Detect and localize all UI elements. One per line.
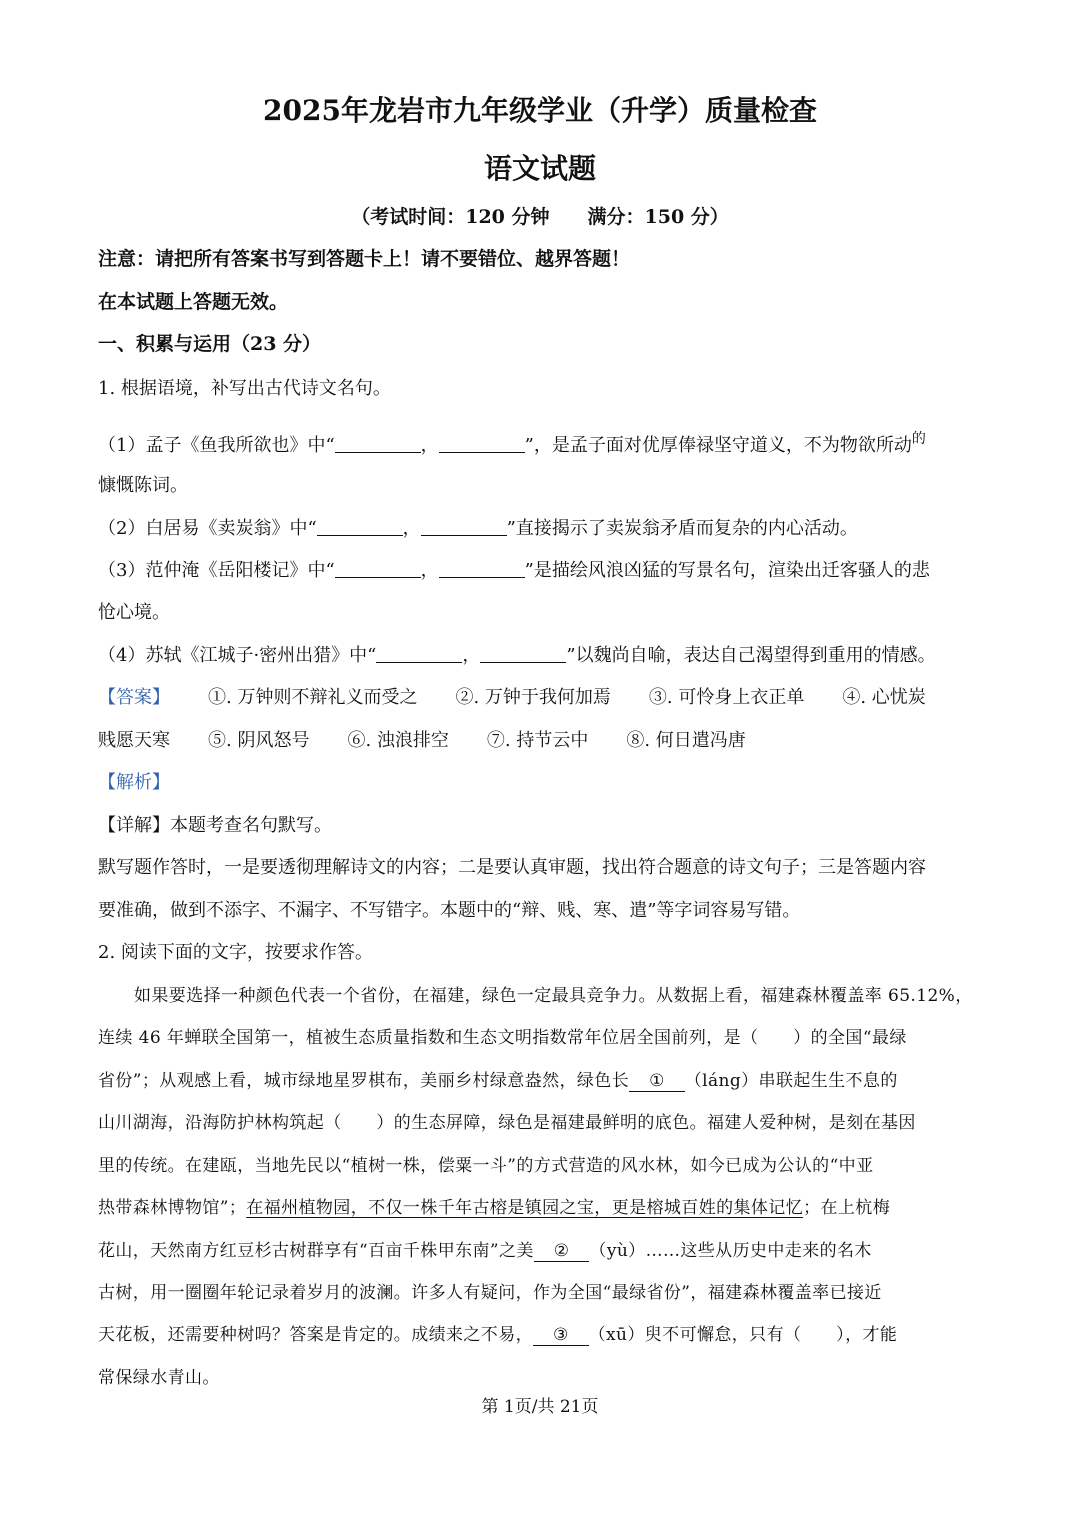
answer-item: ⑤. 阴风怒号 (208, 730, 310, 751)
q1-sub3-cont: 怆心境。 (98, 602, 170, 623)
passage-line-4: 山川湖海，沿海防护林构筑起（ ）的生态屏障，绿色是福建最鲜明的底色。福建人爱种树，是刻在基因 (98, 1113, 916, 1133)
answer-blank (421, 517, 507, 536)
fill-blank-2: ② (534, 1241, 590, 1262)
full-score: 满分：150 分） (587, 206, 729, 228)
passage-line-5: 里的传统。在建瓯，当地先民以“植树一株，偿粟一斗”的方式营造的风水林，如今已成为公认的“中亚 (98, 1156, 874, 1176)
q1-stem: 1. 根据语境，补写出古代诗文名句。 (98, 378, 391, 399)
passage-line-7: 花山，天然南方红豆杉古树群享有“百亩千株甲东南”之美 ② （yù）……这些从历史中走来的名木 (98, 1241, 872, 1261)
answer-blank (439, 434, 525, 453)
exam-info (0, 203, 1080, 231)
answer-blank (480, 644, 566, 663)
q1-sub2: （2）白居易《卖炭翁》中“ ， ”直接揭示了卖炭翁矛盾而复杂的内心活动。 (98, 518, 858, 539)
notice-line-1: 注意：请把所有答案书写到答题卡上！请不要错位、越界答题！ (98, 248, 631, 270)
analysis-tag: 【解析】 (98, 772, 170, 793)
answer-blank (439, 559, 525, 578)
answer-tag: 【答案】 (98, 687, 170, 708)
detail-line: 【详解】本题考查名句默写。 (98, 815, 332, 836)
fill-blank-1: ① (629, 1071, 685, 1092)
notice-line-2: 在本试题上答题无效。 (98, 291, 289, 313)
answer-item: ①. 万钟则不辩礼义而受之 (208, 687, 418, 708)
passage-line-3: 省份”；从观感上看，城市绿地星罗棋布，美丽乡村绿意盎然，绿色长 ① （láng）串联起生生不息的 (98, 1071, 898, 1091)
q1-sub4: （4）苏轼《江城子·密州出猎》中“ ， ”以魏尚自喻，表达自己渴望得到重用的情感。 (98, 645, 936, 666)
exam-time: （考试时间：120 分钟 (351, 206, 550, 228)
passage-line-10: 常保绿水青山。 (98, 1368, 220, 1388)
passage-line-9: 天花板，还需要种树吗？答案是肯定的。成绩来之不易， ③ （xū）臾不可懈怠，只有（ ），才能 (98, 1325, 898, 1345)
answer-item: ④. 心忧炭 (842, 687, 926, 708)
page-number: 第 1页/共 21页 (481, 1397, 599, 1417)
exam-title: 2025年龙岩市九年级学业（升学）质量检查 (263, 94, 817, 127)
explanation-line-2: 要准确，做到不添字、不漏字、不写错字。本题中的“辩、贱、寒、遣”等字词容易写错。 (98, 900, 801, 921)
q1-answer-line-2 (98, 728, 746, 754)
explanation-line-1: 默写题作答时，一是要透彻理解诗文的内容；二是要认真审题，找出符合题意的诗文句子；三是答题内容 (98, 857, 926, 878)
passage-line-6: 热带森林博物馆”；在福州植物园，不仅一株千年古榕是镇园之宝，更是榕城百姓的集体记忆；在上杭梅 (98, 1198, 891, 1218)
answer-blank (335, 434, 421, 453)
q1-sub1: （1）孟子《鱼我所欲也》中“ ， ”，是孟子面对优厚俸禄坚守道义，不为物欲所动$^的$ (98, 431, 926, 456)
answer-item: ③. 可怜身上衣正单 (648, 687, 805, 708)
answer-item: ⑧. 何日遣冯唐 (626, 730, 746, 751)
passage-line-2: 连续 46 年蝉联全国第一，植被生态质量指数和生态文明指数常年位居全国前列，是（ ）的全国“最绿 (98, 1028, 907, 1048)
answer-item: ⑦. 持节云中 (486, 730, 589, 751)
answer-blank (317, 517, 403, 536)
answer-item: ②. 万钟于我何加焉 (455, 687, 611, 708)
answer-blank (376, 644, 462, 663)
q1-sub1-cont: 慷慨陈词。 (98, 475, 188, 496)
q1-answer-line-1 (98, 685, 926, 711)
passage-line-1: 如果要选择一种颜色代表一个省份，在福建，绿色一定最具竞争力。从数据上看，福建森林覆盖率 65.12%， (134, 986, 973, 1006)
underlined-sentence: 在福州植物园，不仅一株千年古榕是镇园之宝，更是榕城百姓的集体记忆 (246, 1198, 804, 1218)
answer-item: ⑥. 浊浪排空 (347, 730, 449, 751)
fill-blank-3: ③ (533, 1325, 589, 1346)
answer-blank (335, 559, 421, 578)
q2-stem: 2. 阅读下面的文字，按要求作答。 (98, 942, 373, 963)
exam-subject: 语文试题 (483, 152, 596, 185)
section-heading: 一、积累与运用（23 分） (98, 333, 322, 355)
answer-item: 贱愿天寒 (98, 730, 170, 751)
passage-line-8: 古树，用一圈圈年轮记录着岁月的波澜。许多人有疑问，作为全国“最绿省份”，福建森林覆盖率已接近 (98, 1283, 882, 1303)
q1-sub3: （3）范仲淹《岳阳楼记》中“ ， ”是描绘风浪凶猛的写景名句，渲染出迁客骚人的悲 (98, 560, 930, 581)
